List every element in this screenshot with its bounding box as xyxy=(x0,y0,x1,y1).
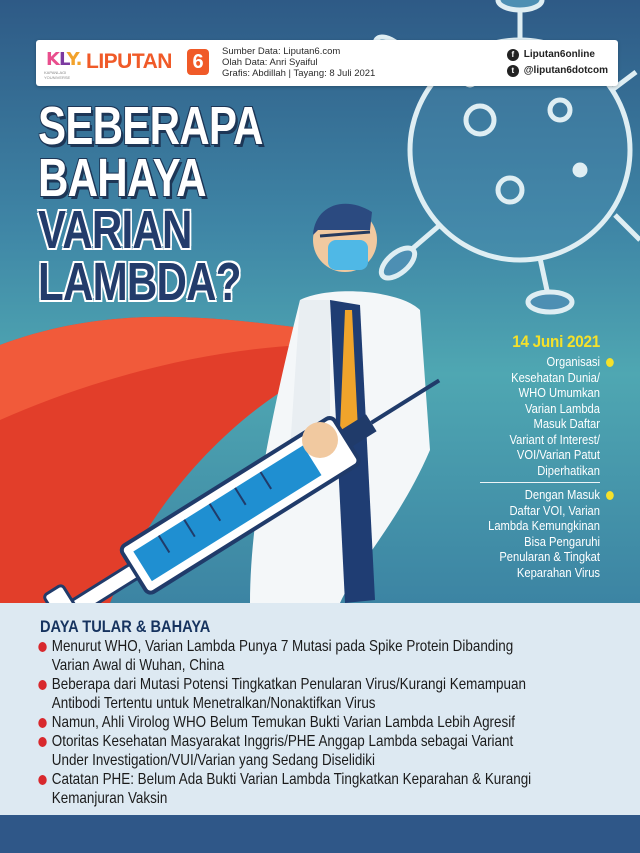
list-item-line: Kemanjuran Vaksin xyxy=(51,790,168,807)
twitter-icon: t xyxy=(507,65,519,77)
timeline-item-2-line: Bisa Pengaruhi xyxy=(524,533,600,549)
kly-logo xyxy=(46,49,82,70)
info-panel xyxy=(0,603,640,815)
kly-logo-y: Y. xyxy=(66,49,82,70)
timeline-item-1-line: Varian Lambda xyxy=(524,400,600,416)
timeline-item-2-line: Daftar VOI, Varian xyxy=(509,502,600,518)
title-line-4: LAMBDA? xyxy=(38,252,241,312)
liputan6-logo: LIPUTAN xyxy=(86,50,172,73)
timeline-item-2 xyxy=(445,487,600,580)
timeline-item-1 xyxy=(445,354,600,478)
timeline-item-1-line: Variant of Interest/ xyxy=(509,431,600,447)
timeline-item-1-line: VOI/Varian Patut xyxy=(516,447,600,462)
list-item-line: Under Investigation/VUI/Varian yang Sedang Diselidiki xyxy=(51,752,376,769)
credits xyxy=(222,46,375,79)
kly-logo-tagline: KAPANLAGI YOUNIVERSE xyxy=(44,70,71,80)
header-bar xyxy=(36,40,618,86)
social-twitter[interactable] xyxy=(507,63,608,79)
list-item xyxy=(40,675,620,713)
facebook-label: Liputan6online xyxy=(523,49,595,60)
credit-data: Olah Data: Anri Syaiful xyxy=(222,57,318,68)
list-item-line: Varian Awal di Wuhan, China xyxy=(51,657,225,674)
timeline-date: 14 Juni 2021 xyxy=(512,332,600,351)
page-title xyxy=(38,96,272,312)
facebook-icon: f xyxy=(507,49,519,61)
credit-source: Sumber Data: Liputan6.com xyxy=(222,46,341,57)
bullet-icon xyxy=(38,737,46,747)
timeline-item-1-line: Masuk Daftar xyxy=(533,416,600,431)
timeline-item-2-line: Dengan Masuk xyxy=(524,487,600,502)
kly-logo-k: K xyxy=(46,49,59,70)
timeline xyxy=(420,332,600,580)
title-line-1: SEBERAPA xyxy=(38,96,263,156)
title-line-2: BAHAYA xyxy=(38,148,206,208)
timeline-item-1-line: Organisasi xyxy=(546,354,600,369)
info-list xyxy=(40,637,620,808)
list-item-line: Menurut WHO, Varian Lambda Punya 7 Mutasi pada Spike Protein Dibanding xyxy=(51,638,514,655)
kly-logo-l: L xyxy=(58,49,67,70)
social-facebook[interactable] xyxy=(507,47,608,63)
bullet-icon xyxy=(38,680,46,690)
timeline-item-1-line: Diperhatikan xyxy=(537,462,600,478)
bullet-icon xyxy=(38,718,46,728)
list-item-line: Catatan PHE: Belum Ada Bukti Varian Lambda Tingkatkan Keparahan & Kurangi xyxy=(51,771,532,788)
timeline-item-2-line: Penularan & Tingkat xyxy=(499,549,600,564)
list-item-line: Antibodi Tertentu untuk Menetralkan/Nonaktifkan Virus xyxy=(51,695,376,712)
list-item-line: Namun, Ahli Virolog WHO Belum Temukan Bukti Varian Lambda Lebih Agresif xyxy=(51,714,515,731)
list-item-line: Otoritas Kesehatan Masyarakat Inggris/PHE Anggap Lambda sebagai Variant xyxy=(51,733,514,750)
timeline-dot xyxy=(606,358,614,367)
list-item xyxy=(40,770,620,808)
list-item xyxy=(40,732,620,770)
title-line-3: VARIAN xyxy=(38,200,192,260)
timeline-item-1-line: WHO Umumkan xyxy=(518,385,600,400)
timeline-item-2-line: Lambda Kemungkinan xyxy=(488,518,600,533)
liputan6-logo-number: 6 xyxy=(187,49,209,75)
list-item-line: Beberapa dari Mutasi Potensi Tingkatkan Penularan Virus/Kurangi Kemampuan xyxy=(51,676,526,693)
timeline-dot xyxy=(606,491,614,500)
twitter-label: @liputan6dotcom xyxy=(523,65,608,76)
bullet-icon xyxy=(38,775,46,785)
timeline-item-2-line: Keparahan Virus xyxy=(516,564,600,580)
timeline-divider xyxy=(480,482,600,483)
list-item xyxy=(40,637,620,675)
info-heading: DAYA TULAR & BAHAYA xyxy=(40,617,211,636)
credit-graphics: Grafis: Abdillah | Tayang: 8 Juli 2021 xyxy=(222,68,376,79)
social-links xyxy=(507,47,608,79)
timeline-item-1-line: Kesehatan Dunia/ xyxy=(511,369,600,385)
footer-bar xyxy=(0,815,640,853)
bullet-icon xyxy=(38,642,46,652)
list-item xyxy=(40,713,620,732)
